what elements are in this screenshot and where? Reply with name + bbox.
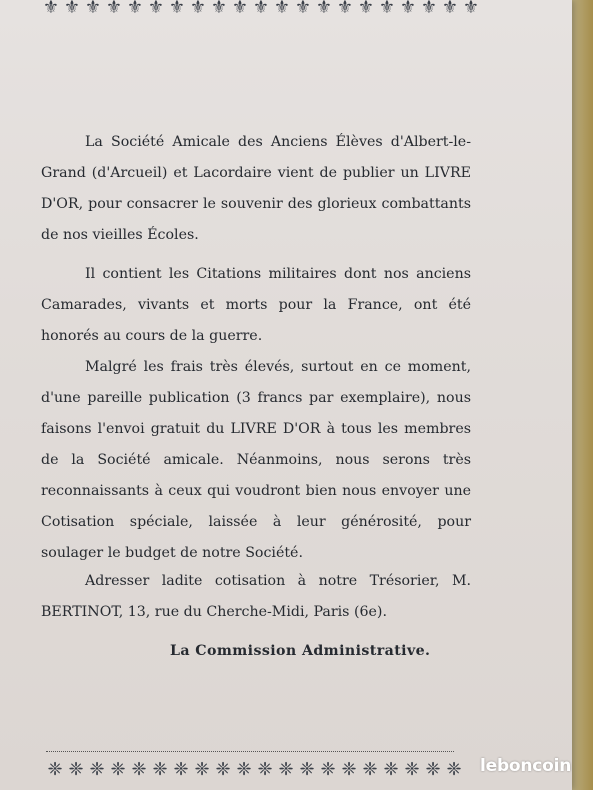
top-ornamental-border: ⚜ ⚜ ⚜ ⚜ ⚜ ⚜ ⚜ ⚜ ⚜ ⚜ ⚜ ⚜ ⚜ ⚜ ⚜ ⚜ ⚜ ⚜ ⚜ ⚜ ⚜ bbox=[42, 0, 479, 18]
signature: La Commission Administrative. bbox=[170, 643, 431, 659]
leboncoin-watermark: leboncoin bbox=[480, 756, 572, 776]
paragraph-treasurer-address: Adresser ladite cotisation à notre Trésorier, M. BERTINOT, 13, rue du Cherche-Midi, Paris (6e). bbox=[41, 573, 471, 620]
paragraph-announcement: La Société Amicale des Anciens Élèves d'Albert-le-Grand (d'Arcueil) et Lacordaire vient de publier un LIVRE D'OR, pour consacrer le souvenir des glorieux combattants de nos vieilles Écoles. bbox=[41, 134, 471, 243]
bottom-ornamental-border: ❈ ❈ ❈ ❈ ❈ ❈ ❈ ❈ ❈ ❈ ❈ ❈ ❈ ❈ ❈ ❈ ❈ ❈ ❈ ❈ bbox=[47, 759, 461, 780]
paragraph-citations: Il contient les Citations militaires dont nos anciens Camarades, vivants et morts pour la France, ont été honorés au cours de la guerre. bbox=[41, 266, 471, 344]
bottom-rule bbox=[46, 751, 454, 752]
paragraph-contribution: Malgré les frais très élevés, surtout en ce moment, d'une pareille publication (3 francs par exemplaire), nous faisons l'envoi gratuit du LIVRE D'OR à tous les membres de la Société amicale. Néanmoins, nous serons très reconnaissants à ceux qui voudront bien nous envoyer une Cotisation spéciale, laissée à leur générosité, pour soulager le budget de notre Société. bbox=[41, 359, 471, 561]
